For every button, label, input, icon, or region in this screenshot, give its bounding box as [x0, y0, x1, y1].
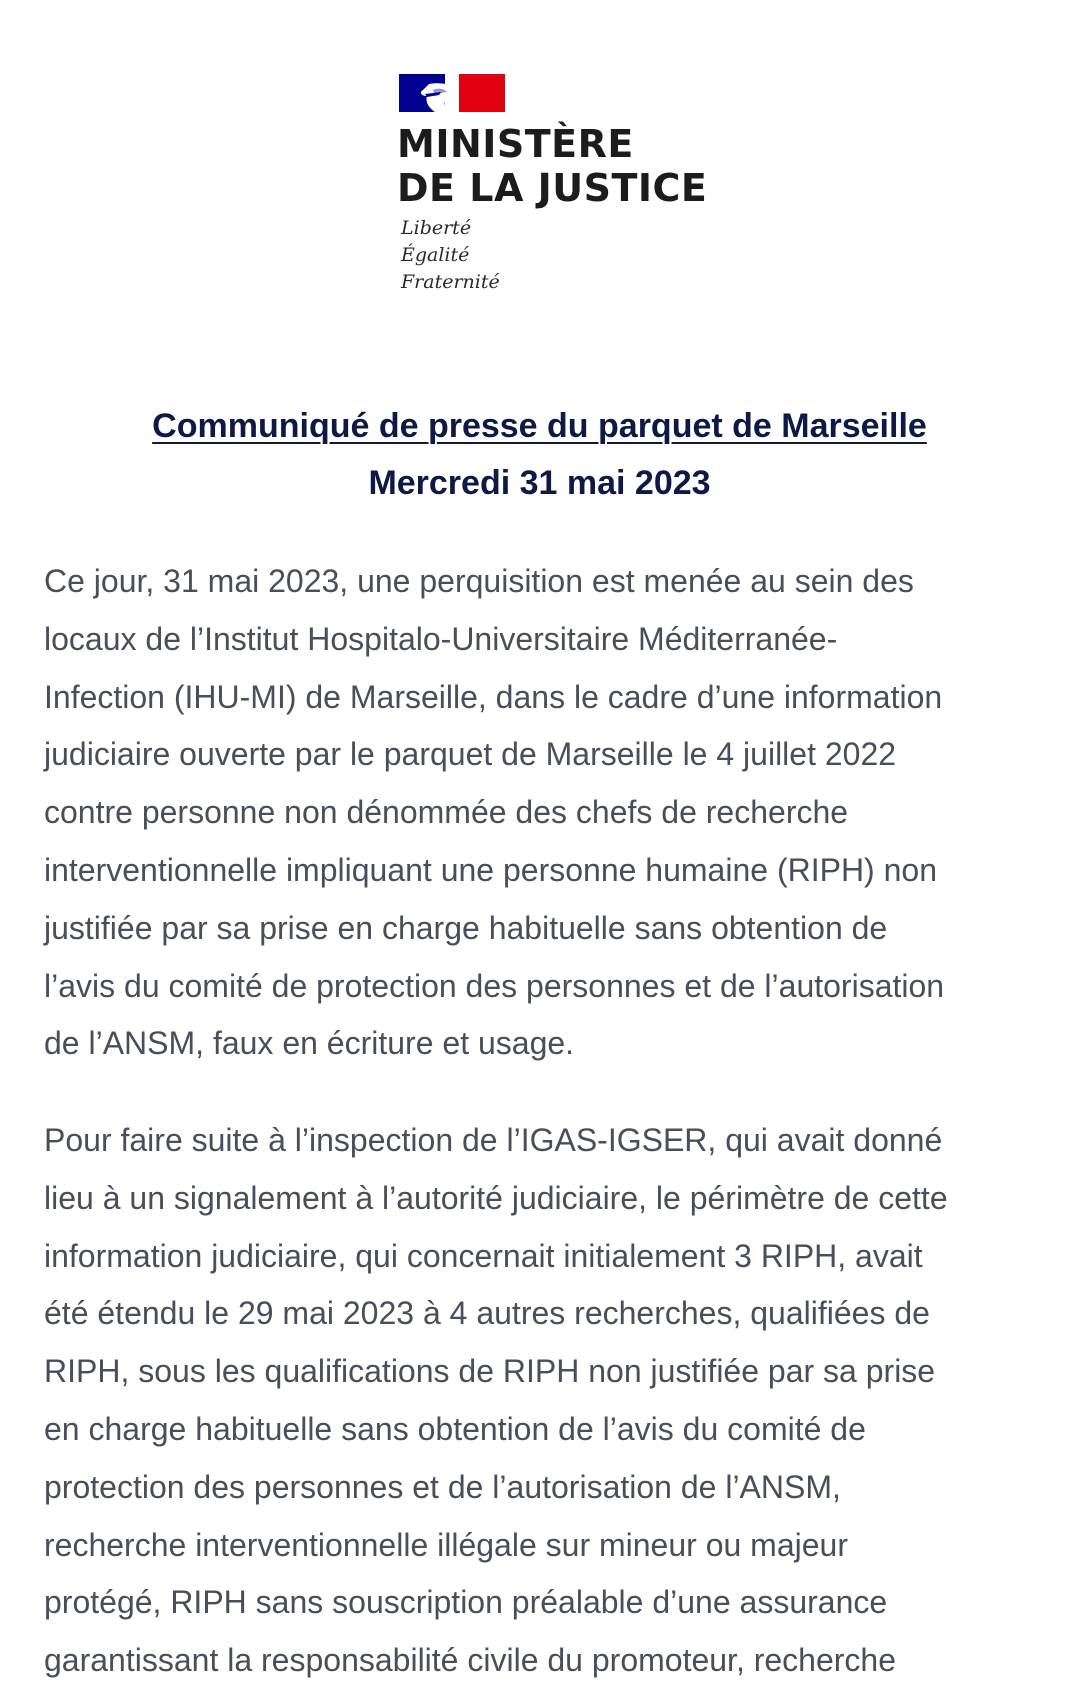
- republic-motto: [401, 215, 500, 296]
- paragraph-line: lieu à un signalement à l’autorité judiciaire, le périmètre de cette: [44, 1179, 948, 1216]
- paragraph-line: Pour faire suite à l’inspection de l’IGAS-IGSER, qui avait donné: [44, 1122, 943, 1158]
- paragraph-line: été étendu le 29 mai 2023 à 4 autres recherches, qualifiées de: [44, 1295, 930, 1332]
- paragraph-line: Ce jour, 31 mai 2023, une perquisition est menée au sein des: [44, 563, 914, 599]
- press-release-title-link[interactable]: Communiqué de presse du parquet de Marseille: [152, 407, 927, 445]
- paragraph-line: garantissant la responsabilité civile du promoteur, recherche: [44, 1642, 897, 1679]
- paragraph-line: l’avis du comité de protection des personnes et de l’autorisation: [44, 967, 945, 1004]
- paragraph-line: justifiée par sa prise en charge habituelle sans obtention de: [44, 909, 888, 946]
- paragraph-line: interventionnelle impliquant une personne humaine (RIPH) non: [44, 851, 937, 888]
- ministry-name: [397, 122, 707, 210]
- paragraph-line: locaux de l’Institut Hospitalo-Universitaire Méditerranée-: [44, 620, 838, 657]
- paragraph-line: de l’ANSM, faux en écriture et usage.: [44, 1025, 575, 1062]
- ministry-name-line1: MINISTÈRE: [397, 122, 634, 166]
- motto-egalite: Égalité: [401, 244, 470, 266]
- ministry-logo: [397, 70, 708, 300]
- paragraph-line: protégé, RIPH sans souscription préalable d’une assurance: [44, 1584, 888, 1621]
- paragraph-line: RIPH, sous les qualifications de RIPH non justifiée par sa prise: [44, 1353, 936, 1390]
- flag-red-band: [459, 74, 505, 112]
- body-paragraph-2: [44, 1112, 1054, 1690]
- press-release-title[interactable]: [0, 405, 1079, 447]
- paragraph-line: recherche interventionnelle illégale sur mineur ou majeur: [44, 1526, 848, 1563]
- paragraph-line: en charge habituelle sans obtention de l’avis du comité de: [44, 1410, 866, 1447]
- motto-liberte: Liberté: [401, 217, 472, 239]
- body-paragraph-1: [44, 553, 1054, 1073]
- press-release-date: Mercredi 31 mai 2023: [368, 464, 711, 502]
- paragraph-line: protection des personnes et de l’autorisation de l’ANSM,: [44, 1468, 841, 1505]
- paragraph-line: judiciaire ouverte par le parquet de Marseille le 4 juillet 2022: [44, 736, 897, 773]
- paragraph-line: information judiciaire, qui concernait initialement 3 RIPH, avait: [44, 1237, 923, 1274]
- paragraph-line: Infection (IHU-MI) de Marseille, dans le cadre d’une information: [44, 678, 943, 715]
- motto-fraternite: Fraternité: [401, 271, 500, 293]
- marianne-flag-icon: [399, 74, 505, 112]
- ministry-name-line2: DE LA JUSTICE: [397, 166, 708, 210]
- paragraph-line: contre personne non dénommée des chefs de recherche: [44, 794, 849, 831]
